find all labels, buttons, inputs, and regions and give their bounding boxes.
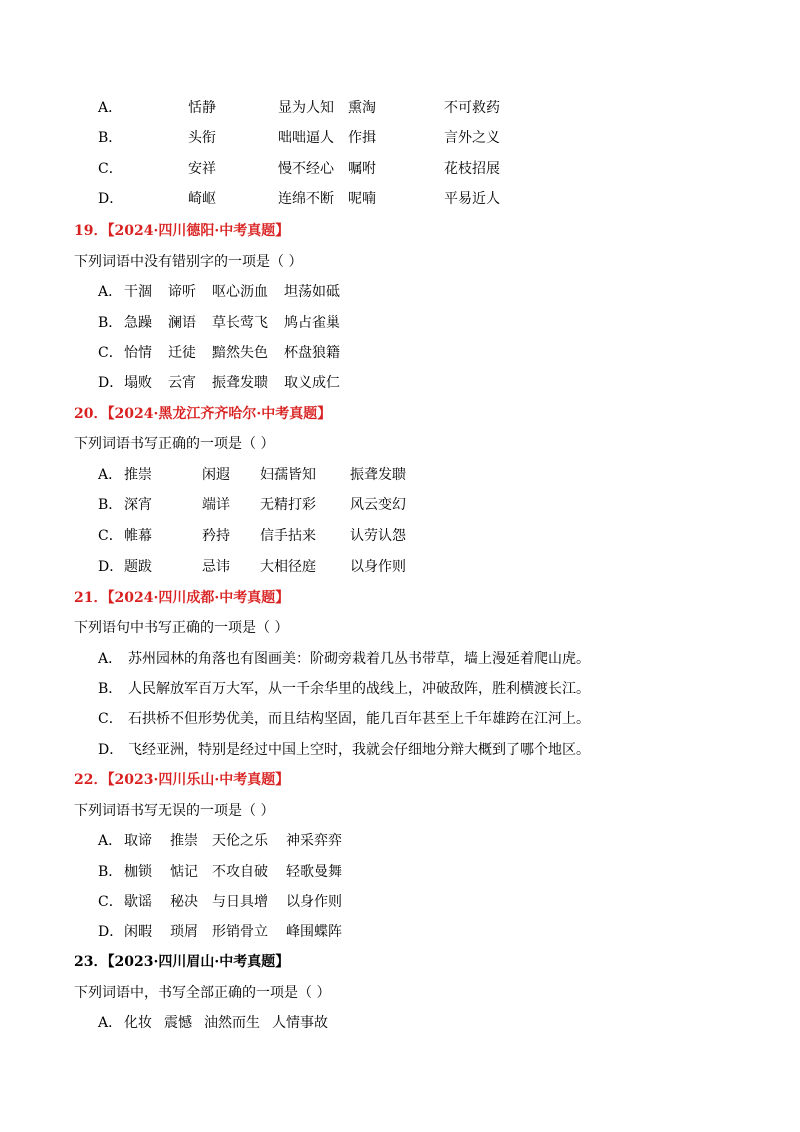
option-text: 石拱桥不但形势优美，而且结构坚固，能几百年甚至上千年雄跨在江河上。 — [128, 711, 590, 727]
question-source: 【2023·四川乐山·中考真题】 — [107, 772, 290, 788]
option-word: 呕心沥血 — [212, 284, 268, 300]
option-word: 言外之义 — [444, 130, 500, 146]
option-word: 取义成仁 — [284, 375, 340, 391]
q19-stem: 下列词语中没有错别字的一项是（ ） — [74, 254, 303, 270]
option-word: 惦记 — [170, 864, 198, 880]
option-word: 不攻自破 — [212, 864, 268, 880]
option-word: 不可救药 — [444, 100, 500, 116]
option-word: 歇谣 — [124, 894, 152, 910]
option-word: 油然而生 — [204, 1015, 260, 1031]
option-word: 急躁 — [124, 315, 152, 331]
option-letter: A． — [98, 833, 123, 849]
option-word: 震憾 — [164, 1015, 192, 1031]
option-word: 人情事故 — [272, 1015, 328, 1031]
option-text: 飞经亚洲，特别是经过中国上空时，我就会仔细地分辩大概到了哪个地区。 — [128, 742, 590, 758]
option-letter: C． — [98, 161, 123, 177]
option-word: 信手拈来 — [260, 528, 316, 544]
option-word: 以身作则 — [350, 559, 406, 575]
option-word: 平易近人 — [444, 191, 500, 207]
option-word: 振聋发聩 — [350, 467, 406, 483]
q21-header — [74, 588, 289, 608]
question-number: 23． — [74, 954, 108, 970]
option-letter: B． — [98, 681, 123, 697]
question-number: 20． — [74, 406, 108, 422]
option-word: 咄咄逼人 — [278, 130, 334, 146]
question-source: 【2024·四川德阳·中考真题】 — [107, 223, 290, 239]
option-word: 峰围蝶阵 — [286, 924, 342, 940]
option-word: 推崇 — [170, 833, 198, 849]
option-word: 题跋 — [124, 559, 152, 575]
option-letter: C． — [98, 894, 123, 910]
question-number: 21． — [74, 590, 108, 606]
option-letter: B． — [98, 315, 123, 331]
option-word: 矜持 — [202, 528, 230, 544]
option-word: 形销骨立 — [212, 924, 268, 940]
option-word: 帷幕 — [124, 528, 152, 544]
option-letter: A． — [98, 100, 123, 116]
option-word: 澜语 — [168, 315, 196, 331]
option-letter: C． — [98, 711, 123, 727]
q20-header — [74, 404, 331, 424]
q21-option-c — [98, 709, 590, 729]
question-source: 【2024·黑龙江齐齐哈尔·中考真题】 — [107, 406, 332, 422]
option-letter: D． — [98, 742, 124, 758]
option-word: 恬静 — [188, 100, 216, 116]
option-word: 认劳认怨 — [350, 528, 406, 544]
option-word: 显为人知 — [278, 100, 334, 116]
option-text: 人民解放军百万大军，从一千余华里的战线上，冲破敌阵，胜利横渡长江。 — [128, 681, 590, 697]
option-word: 妇孺皆知 — [260, 467, 316, 483]
option-letter: B． — [98, 864, 123, 880]
option-letter: C． — [98, 345, 123, 361]
option-letter: D． — [98, 924, 124, 940]
option-letter: D． — [98, 191, 124, 207]
option-word: 坦荡如砥 — [284, 284, 340, 300]
question-number: 19． — [74, 223, 108, 239]
option-word: 轻歌曼舞 — [286, 864, 342, 880]
option-word: 振聋发聩 — [212, 375, 268, 391]
q23-header — [74, 952, 289, 972]
option-word: 与日具增 — [212, 894, 268, 910]
option-word: 大相径庭 — [260, 559, 316, 575]
option-word: 慢不经心 — [278, 161, 334, 177]
option-word: 深宵 — [124, 497, 152, 513]
option-letter: D． — [98, 559, 124, 575]
q22-stem: 下列词语书写无误的一项是（ ） — [74, 803, 275, 819]
option-word: 谛听 — [168, 284, 196, 300]
option-word: 天伦之乐 — [212, 833, 268, 849]
option-word: 推崇 — [124, 467, 152, 483]
option-word: 黯然失色 — [212, 345, 268, 361]
option-word: 怡情 — [124, 345, 152, 361]
option-word: 迁徒 — [168, 345, 196, 361]
option-word: 云宵 — [168, 375, 196, 391]
option-word: 风云变幻 — [350, 497, 406, 513]
question-number: 22． — [74, 772, 108, 788]
option-letter: A． — [98, 651, 123, 667]
option-word: 以身作则 — [286, 894, 342, 910]
option-letter: B． — [98, 130, 123, 146]
option-word: 秘决 — [170, 894, 198, 910]
option-word: 闲暇 — [124, 924, 152, 940]
option-word: 闲遐 — [202, 467, 230, 483]
option-word: 神采弈弈 — [286, 833, 342, 849]
option-word: 连绵不断 — [278, 191, 334, 207]
q23-stem: 下列词语中，书写全部正确的一项是（ ） — [74, 985, 331, 1001]
q21-option-d — [98, 740, 590, 760]
q20-stem: 下列词语书写正确的一项是（ ） — [74, 436, 275, 452]
option-word: 崎岖 — [188, 191, 216, 207]
option-word: 头衔 — [188, 130, 216, 146]
option-word: 作揖 — [348, 130, 376, 146]
option-word: 呢喃 — [348, 191, 376, 207]
option-word: 花枝招展 — [444, 161, 500, 177]
option-word: 琐屑 — [170, 924, 198, 940]
option-letter: A． — [98, 1015, 123, 1031]
question-source: 【2024·四川成都·中考真题】 — [107, 590, 290, 606]
option-word: 忌讳 — [202, 559, 230, 575]
q21-stem: 下列语句中书写正确的一项是（ ） — [74, 620, 289, 636]
option-word: 端详 — [202, 497, 230, 513]
q19-header — [74, 221, 289, 241]
option-word: 枷锁 — [124, 864, 152, 880]
question-source: 【2023·四川眉山·中考真题】 — [107, 954, 290, 970]
option-word: 化妆 — [124, 1015, 152, 1031]
option-word: 干涸 — [124, 284, 152, 300]
option-word: 嘱咐 — [348, 161, 376, 177]
option-word: 熏淘 — [348, 100, 376, 116]
option-word: 杯盘狼籍 — [284, 345, 340, 361]
q21-option-b — [98, 679, 590, 699]
option-word: 取谛 — [124, 833, 152, 849]
option-letter: C． — [98, 528, 123, 544]
option-word: 塌败 — [124, 375, 152, 391]
q21-option-a — [98, 649, 590, 669]
option-letter: A． — [98, 467, 123, 483]
option-letter: B． — [98, 497, 123, 513]
option-word: 鸠占雀巢 — [284, 315, 340, 331]
q22-header — [74, 770, 289, 790]
option-word: 草长莺飞 — [212, 315, 268, 331]
option-word: 无精打彩 — [260, 497, 316, 513]
option-word: 安祥 — [188, 161, 216, 177]
option-letter: D． — [98, 375, 124, 391]
option-letter: A． — [98, 284, 123, 300]
option-text: 苏州园林的角落也有图画美：阶砌旁栽着几丛书带草，墙上漫延着爬山虎。 — [128, 651, 590, 667]
